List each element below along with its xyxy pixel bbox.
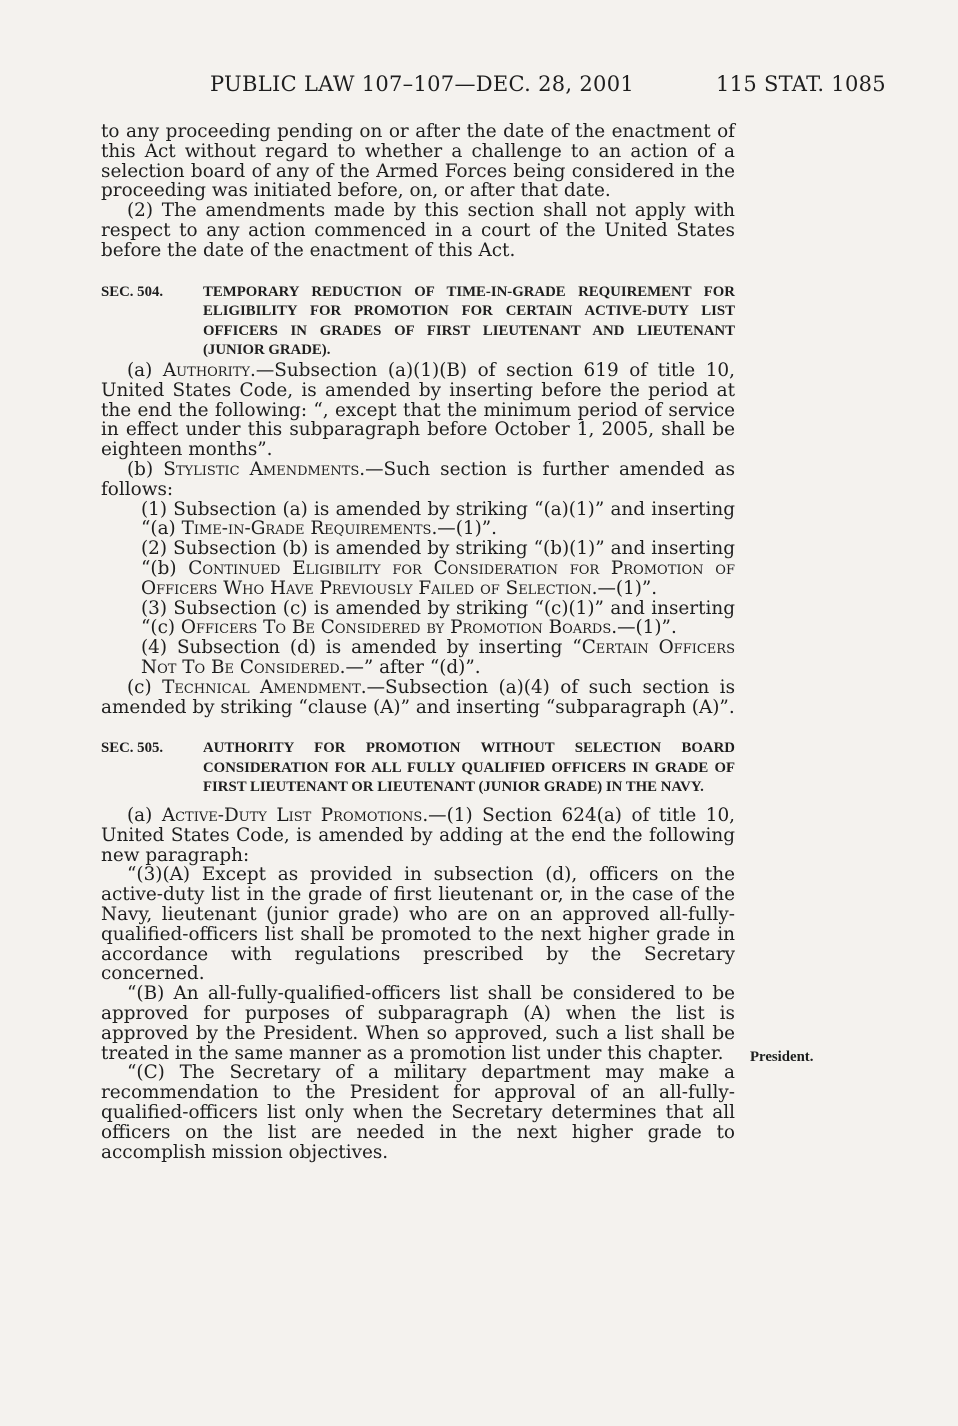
section-heading-505 (101, 739, 735, 798)
section-title: AUTHORITY FOR PROMOTION WITHOUT SELECTION BOARD CONSIDERATION FOR ALL FULLY QUALIFIED OFFICERS IN GRADE OF FIRST LIEUTENANT OR LIEUTENANT (JUNIOR GRADE) IN THE NAVY. (203, 740, 735, 796)
subsection-a: (a) Authority.—Subsection (a)(1)(B) of section 619 of title 10, United States Code, is amended by inserting before the period at the end the following: “, except that the minimum period of service in effect under this subparagraph before October 1, 2005, shall be eighteen months”. (101, 359, 735, 461)
quoted-paragraph-B: “(B) An all-fully-qualified-officers list shall be considered to be approved for purposes of subparagraph (A) when the list is approved by the President. When so approved, such a list shall be treated in the same manner as a promotion list under this chapter. (101, 983, 735, 1064)
paragraph-b4: (4) Subsection (d) is amended by inserting “Certain Officers Not To Be Considered.—” after “(d)”. (141, 637, 735, 678)
section-number: SEC. 504. (101, 283, 164, 300)
section-title: TEMPORARY REDUCTION OF TIME-IN-GRADE REQUIREMENT FOR ELIGIBILITY FOR PROMOTION FOR CERTAIN ACTIVE-DUTY LIST OFFICERS IN GRADES OF FIRST LIEUTENANT AND LIEUTENANT (JUNIOR GRADE). (203, 283, 735, 359)
paragraph: to any proceeding pending on or after the date of the enactment of this Act without regard to whether a challenge to an action of a selection board of any of the Armed Forces being considered in the proceeding was initiated before, on, or after that date. (101, 121, 735, 202)
paragraph-b3: (3) Subsection (c) is amended by striking “(c)(1)” and inserting “(c) Officers To Be Considered by Promotion Boards.—(1)”. (141, 597, 735, 639)
subsection-heading: Technical Amendment (162, 676, 361, 698)
running-head: PUBLIC LAW 107–107—DEC. 28, 2001 (210, 72, 635, 96)
subsection-c: (c) Technical Amendment.—Subsection (a)(4) of such section is amended by striking “clause (A)” and inserting “subparagraph (A)”. (101, 676, 736, 718)
running-header (0, 72, 958, 106)
subsection-b: (b) Stylistic Amendments.—Such section is further amended as follows: (101, 458, 736, 500)
paragraph-b2: (2) Subsection (b) is amended by striking “(b)(1)” and inserting “(b) Continued Eligibility for Consideration for Promotion of Officers Who Have Previously Failed of Selection.—(1)”. (141, 538, 735, 599)
subsection-heading: Stylistic Amendments (163, 458, 360, 480)
margin-note: President. (750, 1049, 814, 1065)
quoted-paragraph-C: “(C) The Secretary of a military department may make a recommendation to the President for approval of an all-fully-qualified-officers list only when the Secretary determines that all officers on the list are needed in the next higher grade to accomplish mission objectives. (101, 1062, 735, 1163)
stat-citation: 115 STAT. 1085 (716, 72, 886, 96)
section-number: SEC. 505. (101, 740, 164, 757)
subsection-a: (a) Active-Duty List Promotions.—(1) Section 624(a) of title 10, United States Code, is amended by adding at the end the following new paragraph: (101, 805, 735, 866)
quoted-paragraph-3A: “(3)(A) Except as provided in subsection (d), officers on the active-duty list in the grade of first lieutenant or, in the case of the Navy, lieutenant (junior grade) who are on an approved all-fully-qualified-officers list shall be promoted to the next higher grade in accordance with regulations prescribed by the Secretary concerned. (101, 864, 735, 985)
subsection-heading: Active-Duty List Promotions (161, 805, 423, 827)
subsection-heading: Authority (162, 359, 250, 381)
body-text (101, 122, 735, 1162)
paragraph: (2) The amendments made by this section shall not apply with respect to any action commenced in a court of the United States before the date of the enactment of this Act. (101, 200, 735, 261)
section-heading-504 (101, 283, 735, 361)
paragraph-b1: (1) Subsection (a) is amended by striking “(a)(1)” and inserting “(a) Time-in-Grade Requirements.—(1)”. (141, 498, 735, 540)
